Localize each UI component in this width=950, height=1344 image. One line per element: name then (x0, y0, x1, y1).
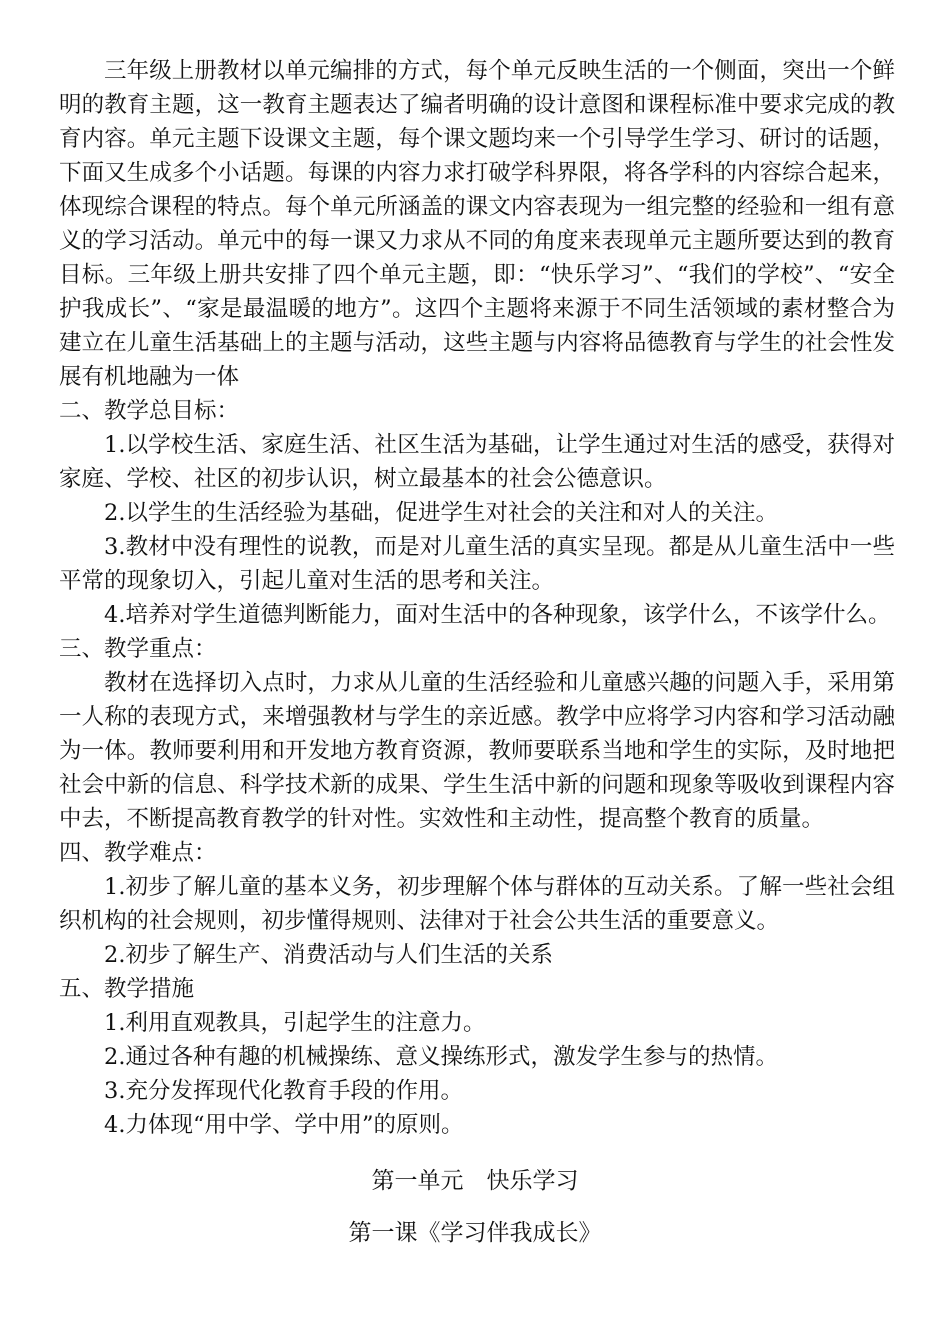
goal-item-4: 4.培养对学生道德判断能力，面对生活中的各种现象，该学什么，不该学什么。 (104, 602, 891, 628)
measure-item-3: 3.充分发挥现代化教育手段的作用。 (104, 1078, 463, 1104)
intro-paragraph: 三年级上册教材以单元编排的方式，每个单元反映生活的一个侧面，突出一个鲜明的教育主题，这一教育主题表达了编者明确的设计意图和课程标准中要求完成的教育内容。单元主题下设课文主题，每个课文题均来一个引导学生学习、研讨的话题，下面又生成多个小话题。每课的内容力求打破学科界限，将各学科的内容综合起来，体现综合课程的特点。每个单元所涵盖的课文内容表现为一组完整的经验和一组有意义的学习活动。单元中的每一课又力求从不同的角度来表现单元主题所要达到的教育目标。三年级上册共安排了四个单元主题，即：“快乐学习”、“我们的学校”、“安全护我成长”、“家是最温暖的地方”。这四个主题将来源于不同生活领域的素材整合为建立在儿童生活基础上的主题与活动，这些主题与内容将品德教育与学生的社会性发展有机地融为一体 (59, 58, 895, 390)
measure-item-4: 4.力体现“用中学、学中用”的原则。 (104, 1112, 464, 1138)
measure-item-2: 2.通过各种有趣的机械操练、意义操练形式，激发学生参与的热情。 (104, 1044, 778, 1070)
key-points-paragraph: 教材在选择切入点时，力求从儿童的生活经验和儿童感兴趣的问题入手，采用第一人称的表现方式，来增强教材与学生的亲近感。教学中应将学习内容和学习活动融为一体。教师要利用和开发地方教育资源，教师要联系当地和学生的实际，及时地把社会中新的信息、科学技术新的成果、学生生活中新的问题和现象等吸收到课程内容中去，不断提高教育教学的针对性。实效性和主动性，提高整个教育的质量。 (59, 670, 895, 832)
difficulty-item-1: 1.初步了解儿童的基本义务，初步理解个体与群体的互动关系。了解一些社会组织机构的社会规则，初步懂得规则、法律对于社会公共生活的重要意义。 (59, 874, 895, 934)
goal-item-2: 2.以学生的生活经验为基础，促进学生对社会的关注和对人的关注。 (104, 500, 778, 526)
difficulty-item-2: 2.初步了解生产、消费活动与人们生活的关系 (104, 942, 553, 968)
measures-heading: 五、教学措施 (59, 976, 195, 1002)
difficulties-heading: 四、教学难点： (59, 840, 217, 866)
unit-title: 第一单元 快乐学习 (371, 1168, 579, 1194)
goal-item-3: 3.教材中没有理性的说教，而是对儿童生活的真实呈现。都是从儿童生活中一些平常的现象切入，引起儿童对生活的思考和关注。 (59, 534, 895, 594)
key-points-heading: 三、教学重点： (59, 636, 217, 662)
document-body (59, 54, 895, 1142)
goal-item-1: 1.以学校生活、家庭生活、社区生活为基础，让学生通过对生活的感受，获得对家庭、学校、社区的初步认识，树立最基本的社会公德意识。 (59, 432, 895, 492)
measure-item-1: 1.利用直观教具，引起学生的注意力。 (104, 1010, 486, 1036)
lesson-title: 第一课《学习伴我成长》 (348, 1220, 602, 1246)
goals-heading: 二、教学总目标： (59, 398, 240, 424)
